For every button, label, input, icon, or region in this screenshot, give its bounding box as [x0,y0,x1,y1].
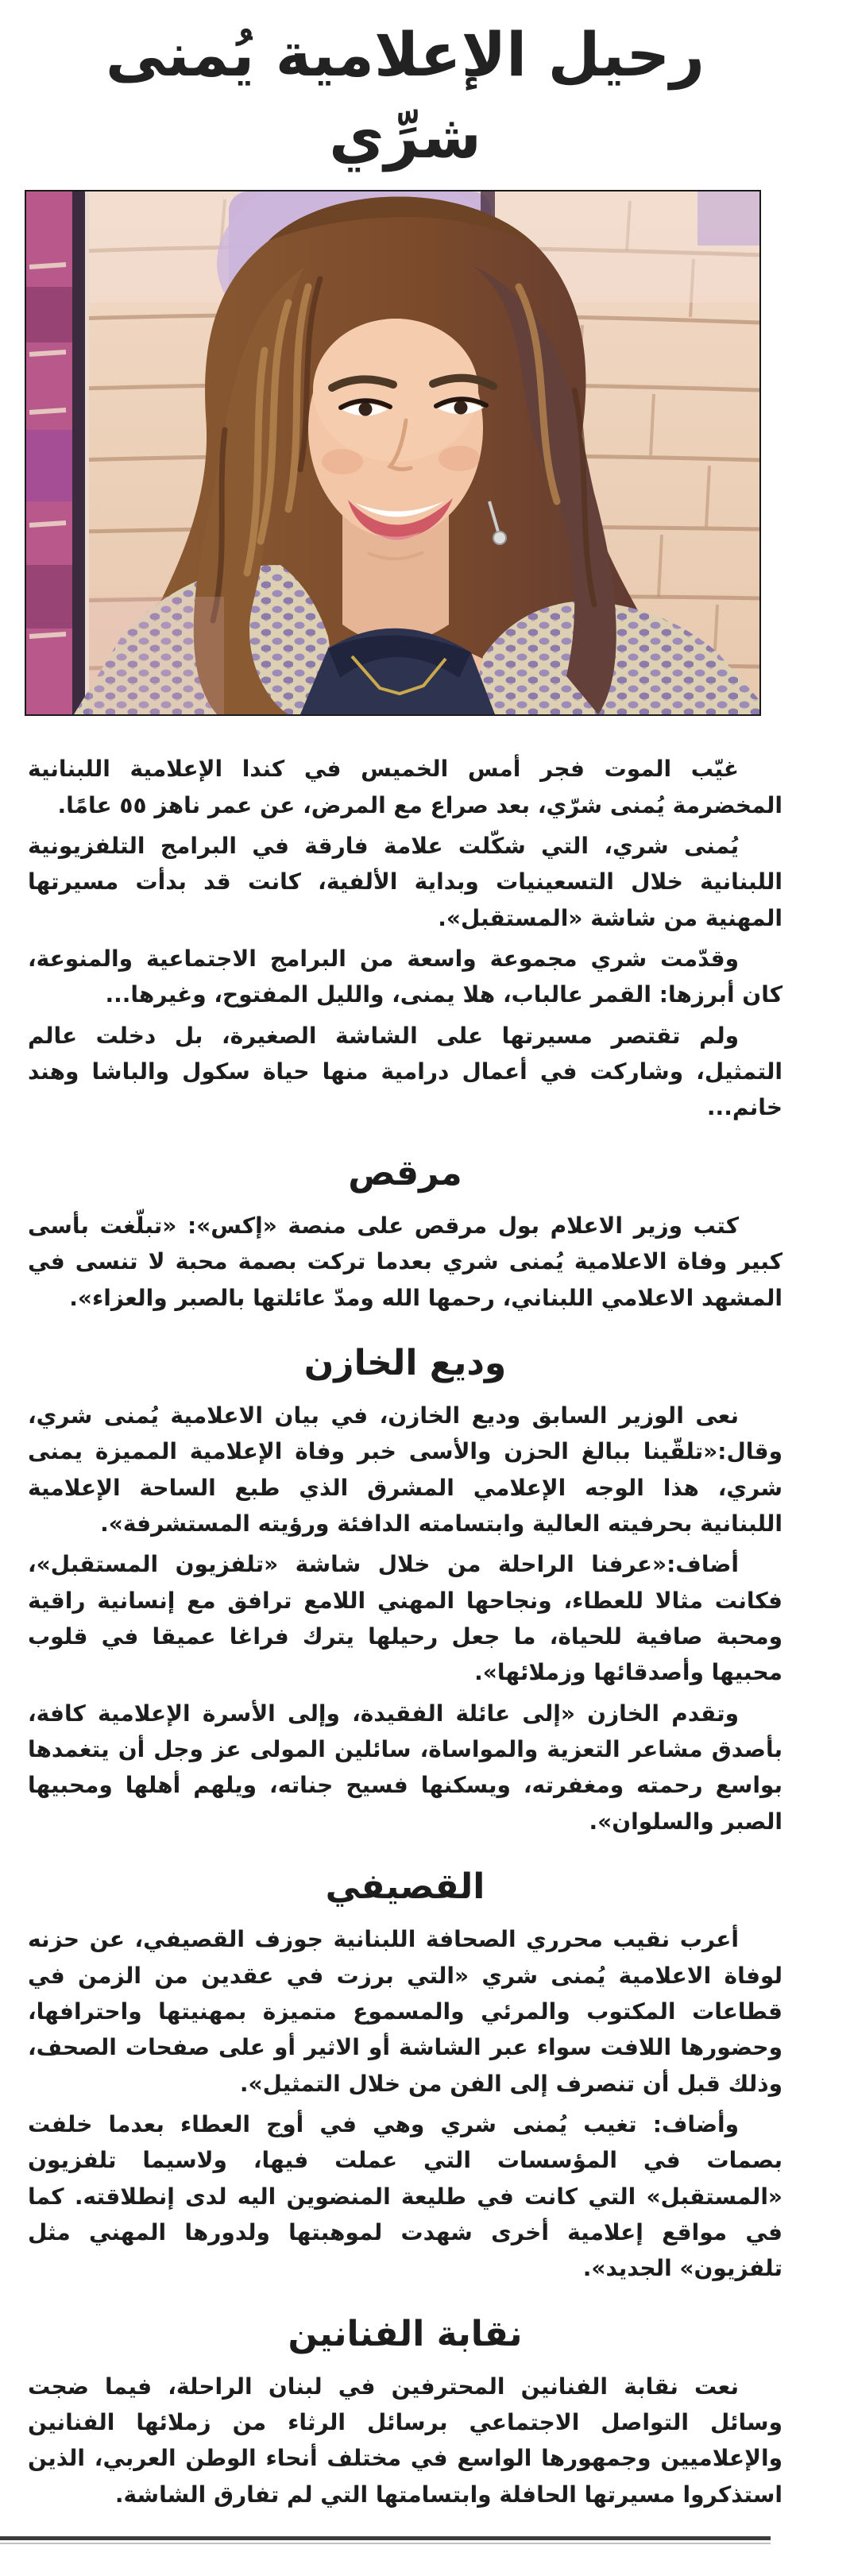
morcos-paragraph-1: كتب وزير الاعلام بول مرقص على منصة «إكس»: «تبلّغت بأسى كبير وفاة الاعلامية يُمنى شري بعدما تركت بصمة محبة لا تنسى في المشهد الاعلامي اللبناني، رحمها الله ومدّ عائلتها بالصبر والعزاء». [28,1212,783,1311]
section-heading-artists-syndicate: نقابة الفنانين [288,2313,523,2354]
section-heading-wadih-al-khazen: وديع الخازن [303,1342,507,1383]
pink-wall-strip [26,191,89,714]
article-title: رحيل الإعلامية يُمنى شرِّي [105,19,705,172]
bottom-divider-dark-line [0,2536,771,2540]
qosseifi-paragraph-1: أعرب نقيب محرري الصحافة اللبنانية جوزف القصيفي، عن حزنه لوفاة الاعلامية يُمنى شري «التي برزت في عقدين من الزمن في قطاعات المكتوب والمرئي والمسموع متميزة بمهنيتها واحترافها، وحضورها اللافت سواء عبر الشاشة أو الاثير أو على صفحات الصحف، وذلك قبل أن تنصرف إلى الفن من خلال التمثيل». [28,1926,783,2097]
article-photo [25,190,761,716]
intro-paragraph-4: ولم تقتصر مسيرتها على الشاشة الصغيرة، بل دخلت عالم التمثيل، وشاركت في أعمال درامية منها حياة سكول والباشا وهند خانم... [28,1022,783,1121]
khazen-paragraph-1: نعى الوزير السابق وديع الخازن، في بيان الاعلامية يُمنى شري، وقال:«تلقّينا ببالغ الحزن والأسى خبر وفاة الإعلامية المميزة يمنى شري، هذا الوجه الإعلامي المشرق الذي طبع الساحة الإعلامية اللبنانية بحرفيته العالية وابتسامته الدافئة ورؤيته المستشرفة». [28,1402,783,1537]
bottom-divider-light-line [0,2543,771,2544]
article-body [28,751,783,2512]
syndicate-paragraph-1: نعت نقابة الفنانين المحترفين في لبنان الراحلة، فيما ضجت وسائل التواصل الاجتماعي برسائل الرثاء من زملائها الفنانين والإعلاميين وجمهورها الواسع في مختلف أنحاء الوطن العربي، الذين استذكروا مسيرتها الحافلة وابتسامتها التي لم تفارق الشاشة. [28,2373,783,2508]
khazen-paragraph-3: وتقدم الخازن «إلى عائلة الفقيدة، وإلى الأسرة الإعلامية كافة، بأصدق مشاعر التعزية والمواساة، سائلين المولى عز وجل أن يتغمدها بواسع رحمته ومغفرته، ويسكنها فسيح جناته، ويلهم أهلها ومحبيها الصبر والسلوان». [28,1700,783,1835]
pink-light-cast [89,597,224,714]
section-heading-paul-morcos: مرقص [348,1152,462,1193]
bottom-divider [0,2536,771,2544]
intro-paragraph-3: وقدّمت شري مجموعة واسعة من البرامج الاجتماعية والمنوعة، كان أبرزها: القمر عالباب، هلا يمنى، والليل المفتوح، وغيرها... [28,945,783,1008]
intro-paragraph-2: يُمنى شري، التي شكّلت علامة فارقة في البرامج التلفزيونية اللبنانية خلال التسعينيات وبداية الألفية، كانت قد بدأت مسيرتها المهنية من شاشة «المستقبل». [28,832,783,931]
intro-paragraph-1: غيّب الموت فجر أمس الخميس في كندا الإعلامية اللبنانية المخضرمة يُمنى شرّي، بعد صراع مع المرض، عن عمر ناهز ٥٥ عامًا. [28,756,783,818]
section-heading-al-qosseifi: القصيفي [325,1866,485,1908]
khazen-paragraph-2: أضاف:«عرفنا الراحلة من خلال شاشة «تلفزيون المستقبل»، فكانت مثالا للعطاء، ونجاحها المهني اللامع ترافق مع إنسانية راقية ومحبة صافية للحياة، ما جعل رحيلها يترك فراغا عميقا في قلوب محبيها وأصدقائها وزملائها». [28,1551,783,1686]
qosseifi-paragraph-2: وأضاف: تغيب يُمنى شري وهي في أوج العطاء بعدما خلفت بصمات في المؤسسات التي عملت فيها، ولاسيما تلفزيون «المستقبل» التي كانت في طليعة المنضوين اليه لدى إنطلاقته. كما في مواقع إعلامية أخرى شهدت لموهبتها ولدورها المهني مثل تلفزيون» الجديد». [28,2110,783,2282]
woman-portrait-illustration [26,191,759,714]
